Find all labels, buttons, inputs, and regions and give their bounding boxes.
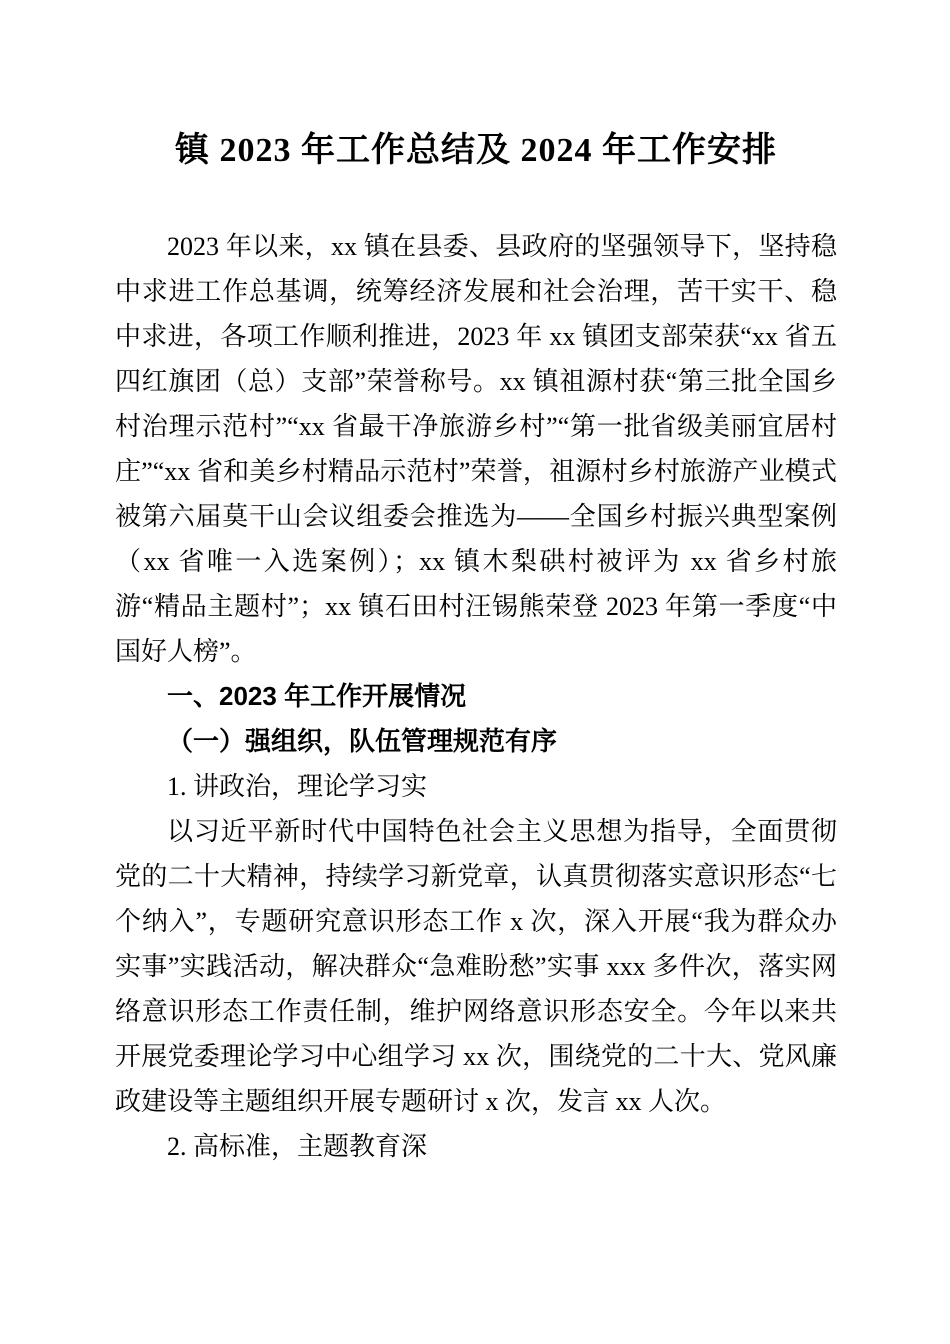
heading-section-1: 一、2023 年工作开展情况 <box>167 681 467 711</box>
document-title: 镇 2023 年工作总结及 2024 年工作安排 <box>175 132 777 169</box>
heading-subsection-1: （一）强组织，队伍管理规范有序 <box>167 726 558 756</box>
paragraph-item-1: 以习近平新时代中国特色社会主义思想为指导，全面贯彻党的二十大精神，持续学习新党章，认真贯彻落实意识形态“七个纳入”，专题研究意识形态工作 x 次，深入开展“我为群众办实事”实践活动，解决群众“急难盼愁”实事 xxx 多件次，落实网络意识形态工作责任制，维护网络意识形态安全。今年以来共开展党委理论学习中心组学习 xx 次，围绕党的二十大、党风廉政建设等主题组织开展专题研讨 x 次，发言 xx 人次。 <box>115 817 837 1116</box>
heading-item-1: 1. 讲政治，理论学习实 <box>167 772 428 801</box>
heading-item-2: 2. 高标准，主题教育深 <box>167 1132 428 1161</box>
paragraph-intro: 2023 年以来，xx 镇在县委、县政府的坚强领导下，坚持稳中求进工作总基调，统筹经济发展和社会治理，苦干实干、稳中求进，各项工作顺利推进，2023 年 xx 镇团支部荣获“xx 省五四红旗团（总）支部”荣誉称号。xx 镇祖源村获“第三批全国乡村治理示范村”“xx 省最干净旅游乡村”“第一批省级美丽宜居村庄”“xx 省和美乡村精品示范村”荣誉，祖源村乡村旅游产业模式被第六届莫干山会议组委会推选为——全国乡村振兴典型案例（xx 省唯一入选案例）；xx 镇木梨硔村被评为 xx 省乡村旅游“精品主题村”；xx 镇石田村汪锡熊荣登 2023 年第一季度“中国好人榜”。 <box>115 232 837 666</box>
